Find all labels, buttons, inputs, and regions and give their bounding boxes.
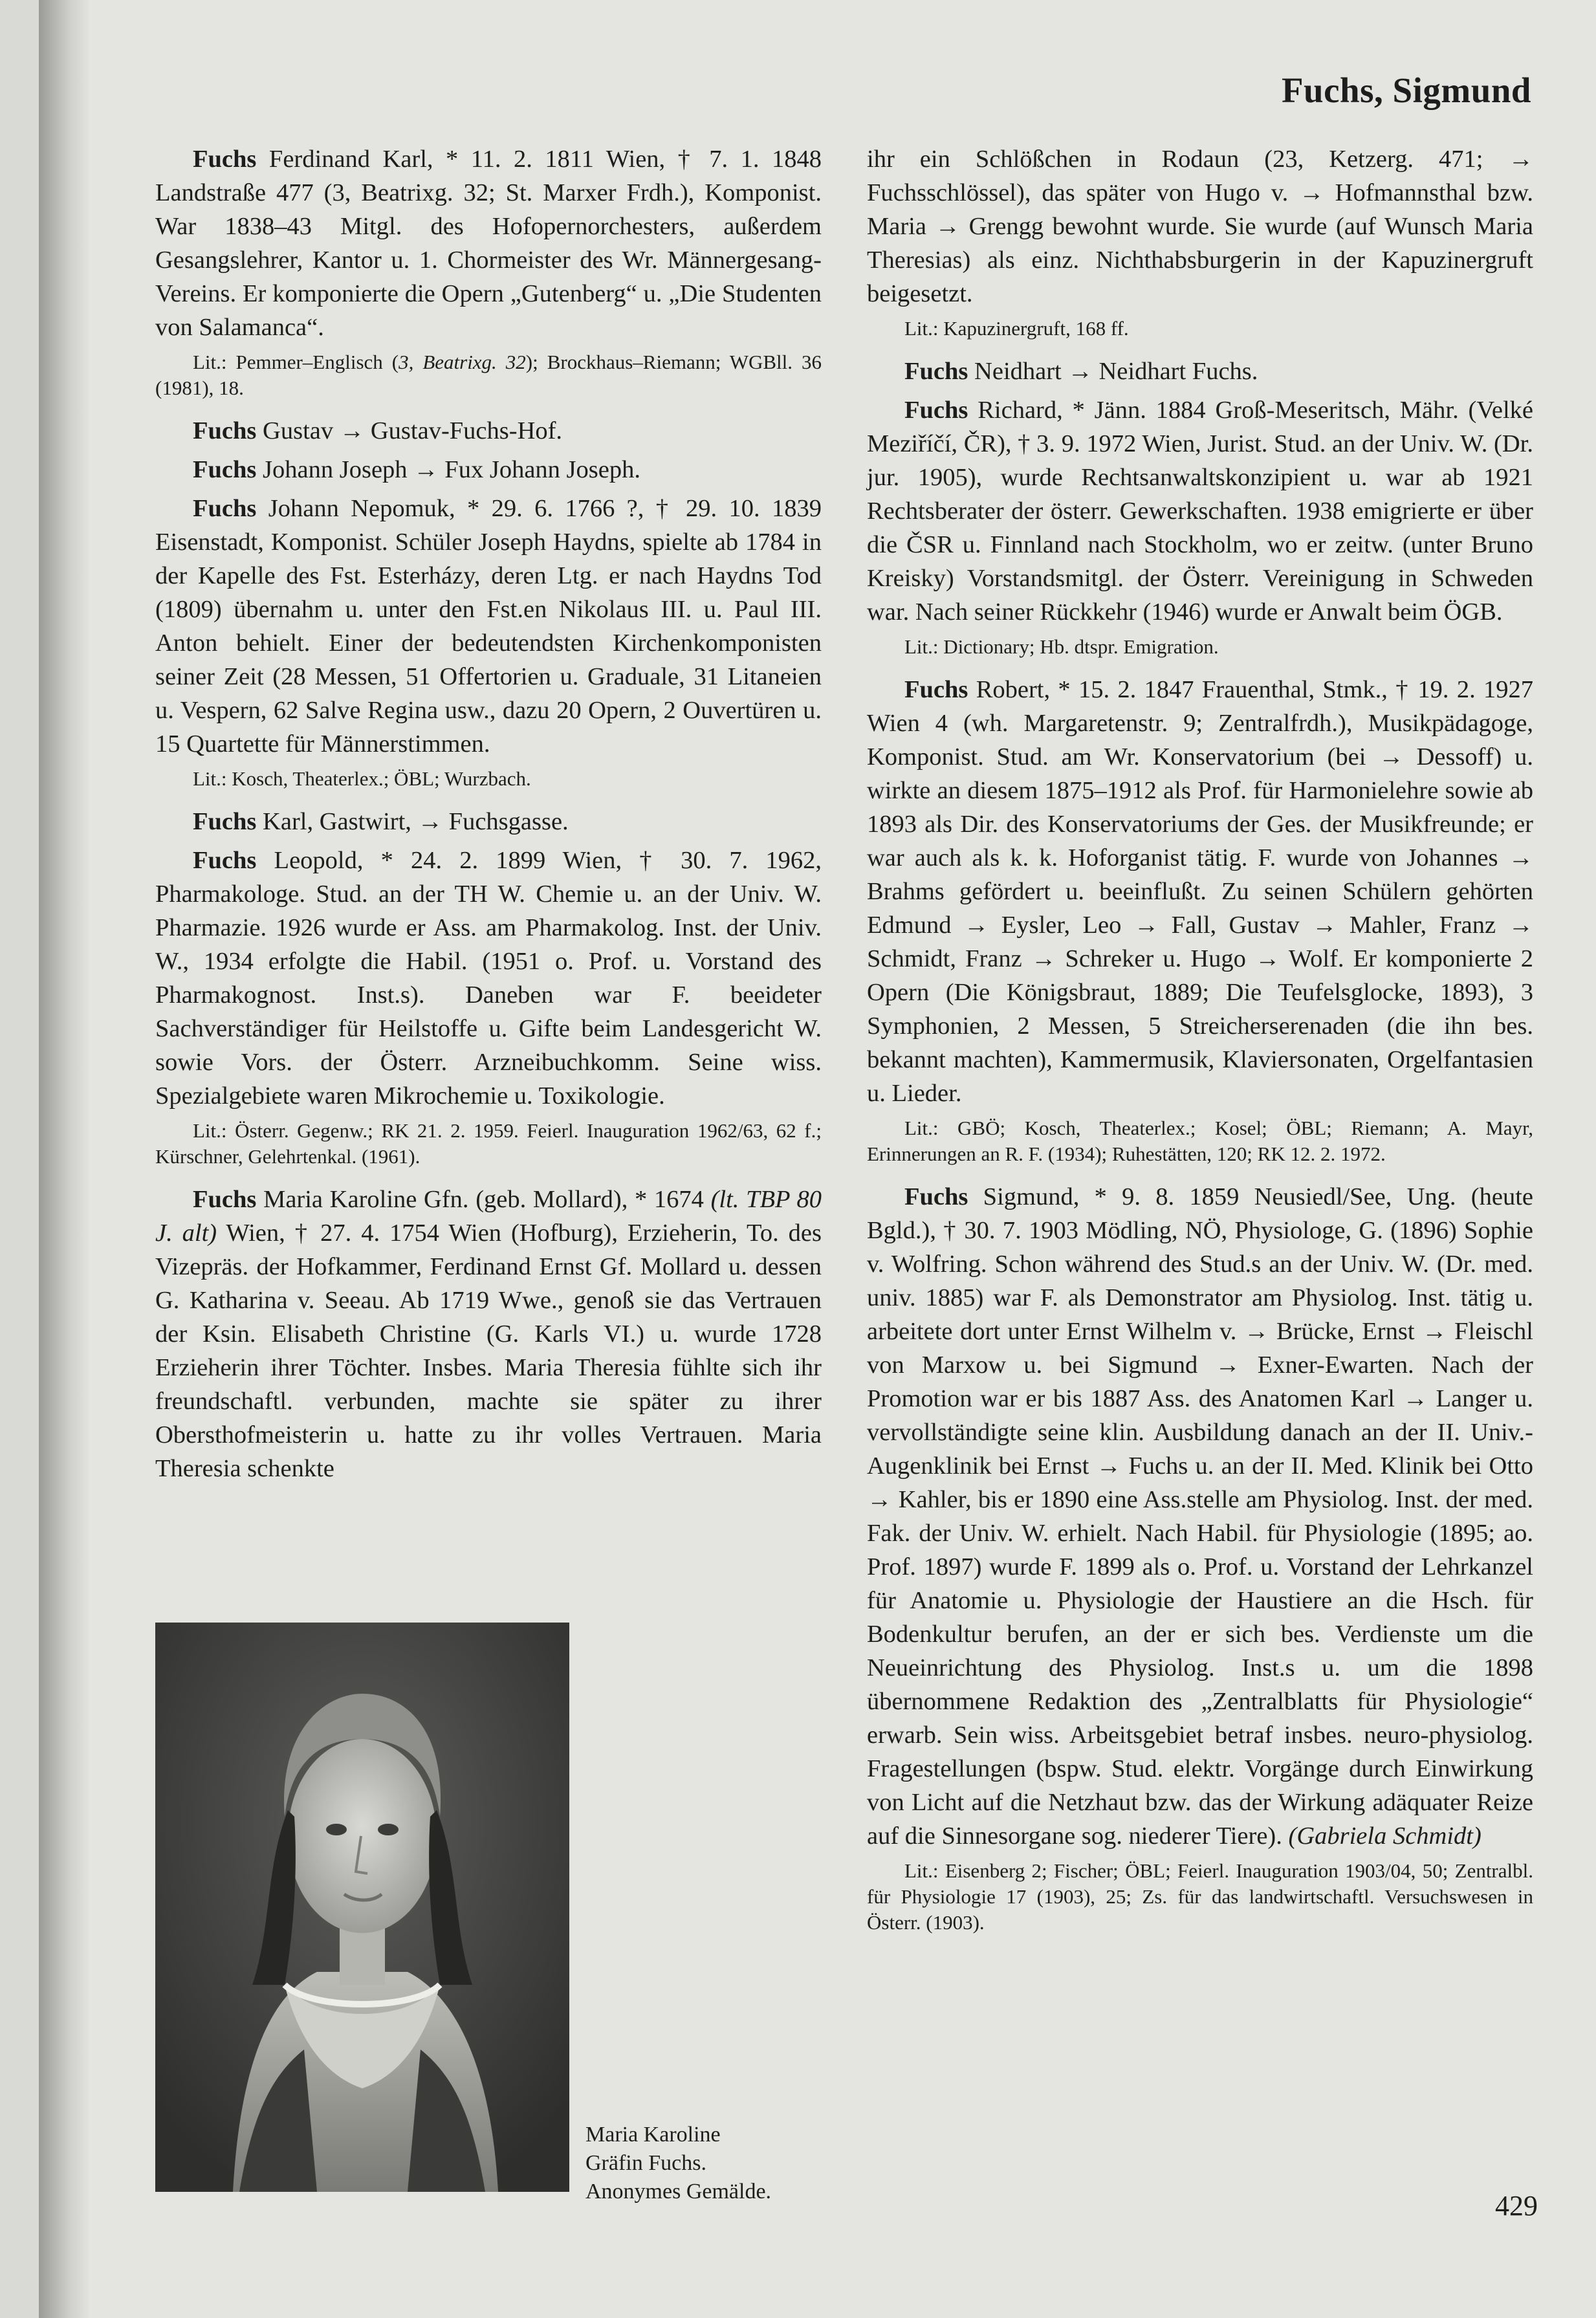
entry-text: Gustav → Gustav-Fuchs-Hof. — [263, 417, 563, 444]
entry-text: Wien, † 27. 4. 1754 Wien (Hofburg), Erzieherin, To. des Vizepräs. der Hofkammer, Ferdinand Ernst Gf. Mollard u. dessen G. Katharina v. Seeau. Ab 1719 Wwe., genoß sie das Vertrauen der Ksin. Elisabeth Christine (G. Karls VI.) u. wurde 1728 Erzieherin ihrer Töchter. Insbes. Maria Theresia fühlte sich ihr freundschaftl. verbunden, machte sie später zu ihrer Obersthofmeisterin u. hatte zu ihr volles Vertrauen. Maria Theresia schenkte — [155, 1219, 822, 1482]
entry-text: Sigmund, * 9. 8. 1859 Neusiedl/See, Ung. (heute Bgld.), † 30. 7. 1903 Mödling, NÖ, Physiologe, G. (1896) Sophie v. Wolfring. Schon während des Stud.s an der Univ. W. (Dr. med. univ. 1885) war F. als Demonstrator am Physiolog. Inst. tätig u. arbeitete dort unter Ernst Wilhelm v. → Brücke, Ernst → Fleischl von Marxow u. bei Sigmund → Exner-Ewarten. Nach der Promotion war er bis 1887 Ass. des Anatomen Karl → Langer u. vervollständigte seine klin. Ausbildung danach an der II. Univ.-Augenklinik bei Ernst → Fuchs u. an der II. Med. Klinik bei Otto → Kahler, bis er 1890 eine Ass.stelle am Physiolog. Inst. der med. Fak. der Univ. W. erhielt. Nach Habil. für Physiologie (1895; ao. Prof. 1897) wurde F. 1899 als o. Prof. u. Vorstand der Lehrkanzel für Anatomie u. Physiologie der Haustiere an die Hsch. für Bodenkultur berufen, an der er sich bes. Verdienste um die Neueinrichtung des Physiolog. Inst.s u. um die 1898 übernommene Redaktion des „Zentralblatts für Physiologie“ erwarb. Sein wiss. Arbeitsgebiet betraf insbes. neuro-physiolog. Fragestellungen (bspw. Stud. elektr. Vorgänge durch Einwirkung von Licht auf die Netzhaut bzw. das der Wirkung adäquater Reize auf die Sinnesorgane sog. niederer Tiere). — [867, 1183, 1533, 1850]
portrait-image — [155, 1623, 569, 2192]
entry-headword: Fuchs — [193, 808, 257, 835]
literature-ferdinand — [155, 349, 822, 401]
entry-italic: (lt. TBP 80 J. alt) — [155, 1186, 822, 1247]
entry-text: Johann Joseph → Fux Johann Joseph. — [263, 456, 640, 483]
literature-robert: Lit.: GBÖ; Kosch, Theaterlex.; Kosel; ÖBL; Riemann; A. Mayr, Erinnerungen an R. F. (1934); Ruhestätten, 120; RK 12. 2. 1972. — [867, 1117, 1533, 1165]
literature-leopold: Lit.: Österr. Gegenw.; RK 21. 2. 1959. Feierl. Inauguration 1962/63, 62 f.; Kürschner, Gelehrtenkal. (1961). — [155, 1119, 822, 1168]
entry-sigmund — [867, 1180, 1533, 1853]
entry-maria-karoline — [155, 1183, 822, 1485]
entry-maria-karoline-continued: ihr ein Schlößchen in Rodaun (23, Ketzerg. 471; → Fuchsschlössel), das später von Hugo v. → Hofmannsthal bzw. Maria → Grengg bewohnt wurde. Sie wurde (auf Wunsch Maria Theresias) als einz. Nichthabsburgerin in der Kapuzinergruft beigesetzt. — [867, 146, 1533, 307]
literature-maria-karoline: Lit.: Kapuzinergruft, 168 ff. — [904, 317, 1129, 340]
entry-headword: Fuchs — [904, 1183, 968, 1210]
entry-author: (Gabriela Schmidt) — [1288, 1822, 1481, 1850]
literature-richard: Lit.: Dictionary; Hb. dtspr. Emigration. — [904, 635, 1219, 658]
entry-text: Karl, Gastwirt, → Fuchsgasse. — [263, 808, 569, 835]
entry-neidhart — [867, 355, 1533, 388]
right-column — [867, 142, 1533, 1949]
page-gutter-shadow — [39, 0, 91, 2318]
entry-karl — [155, 805, 822, 838]
entry-text: Richard, * Jänn. 1884 Groß-Meseritsch, Mähr. (Velké Meziříčí, ČR), † 3. 9. 1972 Wien, Jurist. Stud. an der Univ. W. (Dr. jur. 1905), wurde Rechtsanwaltskonzipient u. war ab 1921 Rechtsberater der österr. Gewerkschaften. 1938 emigrierte er über die ČSR u. Finnland nach Stockholm, wo er zeitw. (unter Bruno Kreisky) Vorstandsmitgl. der Österr. Vereinigung in Schweden war. Nach seiner Rückkehr (1946) wurde er Anwalt beim ÖGB. — [867, 397, 1534, 626]
literature-sigmund: Lit.: Eisenberg 2; Fischer; ÖBL; Feierl. Inauguration 1903/04, 50; Zentralbl. für Physiologie 17 (1903), 25; Zs. für das landwirtschaftl. Versuchswesen in Österr. (1903). — [867, 1859, 1533, 1934]
entry-richard — [867, 393, 1533, 629]
lit-text: Lit.: Pemmer–Englisch ( — [193, 351, 399, 373]
entry-text: Johann Nepomuk, * 29. 6. 1766 ?, † 29. 10. 1839 Eisenstadt, Komponist. Schüler Joseph Haydns, spielte ab 1784 in der Kapelle des Fst. Esterházy, deren Ltg. er nach Haydns Tod (1809) übernahm u. unter den Fst.en Nikolaus III. u. Paul III. Anton behielt. Einer der bedeutendsten Kirchenkomponisten seiner Zeit (28 Messen, 51 Offertorien u. Graduale, 31 Litaneien u. Vespern, 62 Salve Regina usw., dazu 20 Opern, 2 Ouvertüren u. 15 Quartette für Männerstimmen. — [155, 495, 822, 758]
entry-ferdinand — [155, 142, 822, 344]
left-column — [155, 142, 822, 1491]
lit-italic: 3, Beatrixg. 32 — [399, 351, 526, 373]
entry-headword: Fuchs — [904, 397, 968, 424]
entry-text: Ferdinand Karl, * 11. 2. 1811 Wien, † 7. 1. 1848 Landstraße 477 (3, Beatrixg. 32; St. Marxer Frdh.), Komponist. War 1838–43 Mitgl. des Hofopernorchesters, außerdem Gesangslehrer, Kantor u. 1. Chormeister des Wr. Männergesang-Vereins. Er komponierte die Opern „Gutenberg“ u. „Die Studenten von Salamanca“. — [155, 146, 822, 341]
entry-leopold — [155, 844, 822, 1113]
caption-line: Gräfin Fuchs. — [585, 2151, 706, 2175]
entry-headword: Fuchs — [193, 417, 257, 444]
entry-headword: Fuchs — [193, 456, 257, 483]
portrait-caption — [585, 2121, 805, 2206]
entry-text: Neidhart → Neidhart Fuchs. — [974, 358, 1258, 385]
caption-line: Maria Karoline — [585, 2123, 721, 2147]
page-number: 429 — [1495, 2190, 1538, 2222]
entry-headword: Fuchs — [193, 847, 257, 874]
entry-headword: Fuchs — [193, 146, 257, 173]
running-header: Fuchs, Sigmund — [1281, 71, 1531, 110]
entry-text: Robert, * 15. 2. 1847 Frauenthal, Stmk., † 19. 2. 1927 Wien 4 (wh. Margaretenstr. 9; Zentralfrdh.), Musikpädagoge, Komponist. Stud. am Wr. Konservatorium (bei → Dessoff) u. wirkte an diesem 1875–1912 als Prof. für Harmonielehre sowie ab 1893 als Dir. des Konservatoriums der Ges. der Musikfreunde; er war auch als k. k. Hoforganist tätig. F. wurde von Johannes → Brahms gefördert u. beeinflußt. Zu seinen Schülern gehörten Edmund → Eysler, Leo → Fall, Gustav → Mahler, Franz → Schmidt, Franz → Schreker u. Hugo → Wolf. Er komponierte 2 Opern (Die Königsbraut, 1889; Die Teufelsglocke, 1893), 3 Symphonien, 2 Messen, 5 Streicherserenaden (die ihn bes. bekannt machten), Kammermusik, Klaviersonaten, Orgelfantasien u. Lieder. — [867, 676, 1534, 1107]
portrait-illustration — [155, 1623, 569, 2192]
portrait-figure — [155, 1623, 802, 2205]
entry-gustav — [155, 414, 822, 448]
entry-headword: Fuchs — [193, 1186, 257, 1213]
entry-headword: Fuchs — [904, 358, 968, 385]
entry-headword: Fuchs — [193, 495, 257, 522]
entry-text: Leopold, * 24. 2. 1899 Wien, † 30. 7. 1962, Pharmakologe. Stud. an der TH W. Chemie u. an der Univ. W. Pharmazie. 1926 wurde er Ass. am Pharmakolog. Inst. der Univ. W., 1934 erfolgte die Habil. (1951 o. Prof. u. Vorstand des Pharmakognost. Inst.s). Daneben war F. beeideter Sachverständiger für Heilstoffe u. Gifte beim Landesgericht W. sowie Vors. der Österr. Arzneibuchkomm. Seine wiss. Spezialgebiete waren Mikrochemie u. Toxikologie. — [155, 847, 822, 1110]
lit-text: ); Brockhaus–Riemann; WGBll. 36 (1981), 18. — [155, 351, 822, 399]
caption-line: Anonymes Gemälde. — [585, 2180, 772, 2203]
entry-johann-nepomuk — [155, 492, 822, 761]
literature-johann-nepomuk: Lit.: Kosch, Theaterlex.; ÖBL; Wurzbach. — [193, 767, 531, 790]
entry-text: Maria Karoline Gfn. (geb. Mollard), * 1674 — [263, 1186, 711, 1213]
entry-robert — [867, 673, 1533, 1110]
entry-headword: Fuchs — [904, 676, 968, 703]
entry-johann-joseph — [155, 453, 822, 487]
